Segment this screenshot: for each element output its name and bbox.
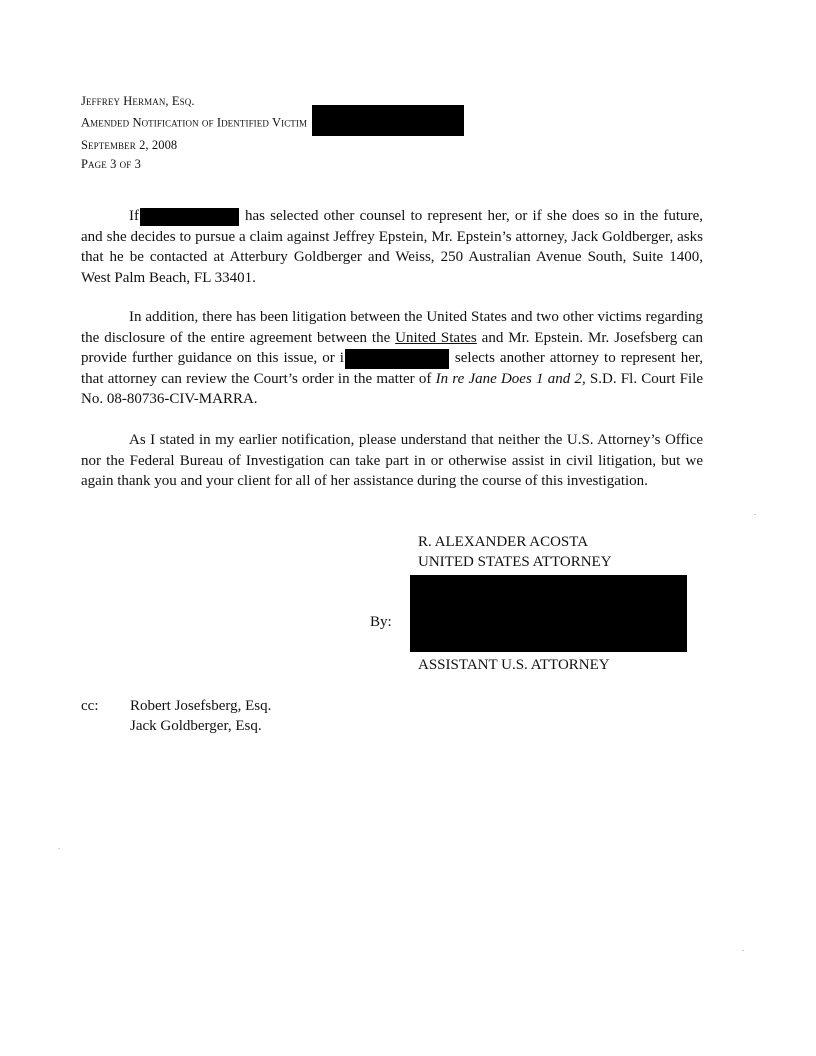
para2-part4: selects another attorney to represent her, that attorney can review the Court’s order in the matter of: [81, 350, 704, 387]
paragraph-litigation: [81, 307, 703, 410]
signatory-name: R. ALEXANDER ACOSTA: [418, 534, 589, 550]
paragraph-closing: [81, 430, 703, 492]
cc-names: [130, 696, 271, 736]
para1-body: has selected other counsel to represent her, or if she does so in the future, and she decides to pursue a claim against Jeffrey Epstein, Mr. Epstein’s attorney, Jack Goldberger, asks that he be contacted at Atterbury Goldberger and Weiss, 250 Australian Avenue South, Suite 1400, West Palm Beach, FL 33401.: [81, 208, 703, 286]
by-label: By:: [370, 614, 392, 630]
letter-header: [81, 92, 464, 174]
header-recipient: Jeffrey Herman, Esq.: [81, 94, 195, 108]
header-date: September 2, 2008: [81, 138, 178, 152]
para2-part3: and Mr. Epstein. Mr. Josefsberg can provide further guidance on this issue, or i: [81, 329, 703, 366]
signatory-title: UNITED STATES ATTORNEY: [418, 554, 612, 570]
para3-body: As I stated in my earlier notification, please understand that neither the U.S. Attorney’s Office nor the Federal Bureau of Investigation can take part in or otherwise assist in civil litigation, but we again thank you and your client for all of her assistance during the course of this investigation.: [81, 432, 703, 489]
paragraph-counsel: [81, 206, 703, 288]
scan-speck: [754, 514, 756, 515]
assistant-title: ASSISTANT U.S. ATTORNEY: [418, 657, 610, 673]
header-subject: [81, 111, 464, 136]
para2-part6: , S.D. Fl. Court File No. 08-80736-CIV-MARRA.: [81, 370, 704, 408]
redaction-box: [140, 208, 239, 226]
case-name: In re Jane Does 1 and 2: [435, 370, 582, 387]
scan-speck: [742, 950, 744, 951]
para2-underlined: United States: [395, 329, 477, 346]
signature-redaction: [410, 575, 687, 652]
cc-name: Robert Josefsberg, Esq.: [130, 698, 272, 714]
cc-name: Jack Goldberger, Esq.: [130, 718, 262, 734]
header-subject-text: Amended Notification of Identified Victim: [81, 115, 308, 130]
cc-label: cc:: [81, 698, 99, 714]
para2-part1: In addition, there has been litigation between the United States and two other victims regarding the disclosure of the entire agreement between the: [81, 309, 703, 346]
para1-lead: If: [129, 208, 139, 224]
redaction-box: [345, 349, 449, 369]
scan-speck: [58, 848, 60, 849]
header-page-number: Page 3 of 3: [81, 157, 141, 171]
redaction-box: [312, 105, 464, 136]
